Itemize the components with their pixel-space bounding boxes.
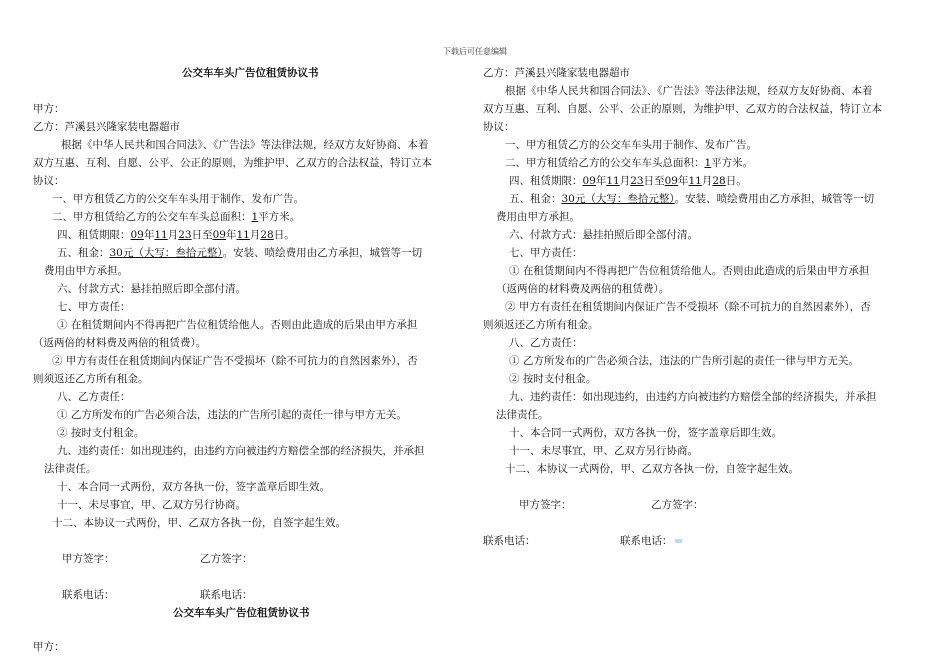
clause-2: 二、甲方租赁给乙方的公交车车头总面积：1平方米。 xyxy=(52,211,301,223)
clause-7-1a: ① 在租赁期间内不得再把广告位租赁给他人。否则由此造成的后果由甲方承担 xyxy=(57,319,418,331)
party-b-line-right: 乙方：芦溪县兴隆家装电器超市 xyxy=(483,67,630,79)
clause-6-right: 六、付款方式：悬挂拍照后即全部付清。 xyxy=(509,229,698,241)
sign-a-right: 甲方签字： xyxy=(519,499,572,511)
phone-b: 联系电话： xyxy=(200,589,253,601)
preamble-line-3: 协议： xyxy=(33,175,65,187)
clause-8-1: ① 乙方所发布的广告必须合法，违法的广告所引起的责任一律与甲方无关。 xyxy=(57,409,407,421)
clause-7-1b: （返两倍的材料费及两倍的租赁费）。 xyxy=(33,337,207,349)
clause-8-2-right: ② 按时支付租金。 xyxy=(509,373,597,385)
clause-12-right: 十二、本协议一式两份，甲、乙双方各执一份，自签字起生效。 xyxy=(505,463,799,475)
preamble-line-1: 根据《中华人民共和国合同法》、《广告法》等法律法规，经双方友好协商、本着 xyxy=(61,139,429,151)
clause-5: 五、租金：30元（大写：叁拾元整）。安装、喷绘费用由乙方承担，城管等一切 xyxy=(57,247,423,259)
clause-4-right: 四、租赁期限：09年11月23日至09年11月28日。 xyxy=(509,175,747,187)
clause-9a: 九、违约责任：如出现违约，由违约方向被违约方赔偿全部的经济损失，并承担 xyxy=(57,445,425,457)
phone-a: 联系电话： xyxy=(62,589,115,601)
sign-b: 乙方签字： xyxy=(200,553,253,565)
preamble-line-2: 双方互惠、互利、自愿、公平、公正的原则，为维护甲、乙双方的合法权益，特订立本 xyxy=(33,157,432,169)
clause-11: 十一、未尽事宜，甲、乙双方另行协商。 xyxy=(57,499,246,511)
clause-5-cont-right: 费用由甲方承担。 xyxy=(496,211,580,223)
clause-7-2b: 则须返还乙方所有租金。 xyxy=(33,373,149,385)
clause-5-cont: 费用由甲方承担。 xyxy=(44,265,128,277)
clause-2-right: 二、甲方租赁给乙方的公交车车头总面积：1平方米。 xyxy=(505,157,754,169)
clause-8: 八、乙方责任： xyxy=(57,391,131,403)
clause-9b-right: 法律责任。 xyxy=(496,409,549,421)
clause-11-right: 十一、未尽事宜，甲、乙双方另行协商。 xyxy=(509,445,698,457)
party-a-label-repeat: 甲方： xyxy=(33,641,65,653)
clause-8-right: 八、乙方责任： xyxy=(509,337,583,349)
clause-7: 七、甲方责任： xyxy=(57,301,131,313)
clause-8-1-right: ① 乙方所发布的广告必须合法，违法的广告所引起的责任一律与甲方无关。 xyxy=(509,355,859,367)
doc-title-repeat: 公交车车头广告位租赁协议书 xyxy=(173,607,310,619)
party-b-line: 乙方：芦溪县兴隆家装电器超市 xyxy=(33,121,180,133)
preamble-line-1-right: 根据《中华人民共和国合同法》、《广告法》等法律法规，经双方友好协商、本着 xyxy=(505,85,873,97)
clause-9a-right: 九、违约责任：如出现违约，由违约方向被违约方赔偿全部的经济损失，并承担 xyxy=(509,391,877,403)
clause-7-2a-right: ② 甲方有责任在租赁期间内保证广告不受损坏（除不可抗力的自然因素外），否 xyxy=(505,301,871,313)
preamble-line-2-right: 双方互惠、互利、自愿、公平、公正的原则，为维护甲、乙双方的合法权益，特订立本 xyxy=(483,103,882,115)
phone-a-right: 联系电话： xyxy=(483,535,536,547)
preamble-line-3-right: 协议： xyxy=(483,121,515,133)
phone-b-right: 联系电话： xyxy=(620,532,682,550)
clause-7-1a-right: ① 在租赁期间内不得再把广告位租赁给他人。否则由此造成的后果由甲方承担 xyxy=(509,265,870,277)
clause-6: 六、付款方式：悬挂拍照后即全部付清。 xyxy=(57,283,246,295)
clause-1: 一、甲方租赁乙方的公交车车头用于制作、发布广告。 xyxy=(52,193,304,205)
clause-9b: 法律责任。 xyxy=(44,463,97,475)
header-note: 下载后可任意编辑 xyxy=(443,47,507,56)
clause-7-right: 七、甲方责任： xyxy=(509,247,583,259)
clause-1-right: 一、甲方租赁乙方的公交车车头用于制作、发布广告。 xyxy=(505,139,757,151)
highlight-mark xyxy=(675,539,682,543)
clause-12: 十二、本协议一式两份，甲、乙双方各执一份，自签字起生效。 xyxy=(52,517,346,529)
sign-a: 甲方签字： xyxy=(62,553,115,565)
doc-title: 公交车车头广告位租赁协议书 xyxy=(182,67,319,79)
party-a-label: 甲方： xyxy=(33,103,65,115)
clause-5-right: 五、租金：30元（大写：叁拾元整）。安装、喷绘费用由乙方承担，城管等一切 xyxy=(509,193,875,205)
clause-4: 四、租赁期限：09年11月23日至09年11月28日。 xyxy=(57,229,295,241)
clause-8-2: ② 按时支付租金。 xyxy=(57,427,145,439)
clause-10-right: 十、本合同一式两份，双方各执一份，签字盖章后即生效。 xyxy=(509,427,782,439)
clause-10: 十、本合同一式两份，双方各执一份，签字盖章后即生效。 xyxy=(57,481,330,493)
clause-7-2b-right: 则须返还乙方所有租金。 xyxy=(483,319,599,331)
clause-7-2a: ② 甲方有责任在租赁期间内保证广告不受损坏（除不可抗力的自然因素外），否 xyxy=(52,355,418,367)
clause-7-1b-right: （返两倍的材料费及两倍的租赁费）。 xyxy=(496,283,670,295)
sign-b-right: 乙方签字： xyxy=(651,499,704,511)
